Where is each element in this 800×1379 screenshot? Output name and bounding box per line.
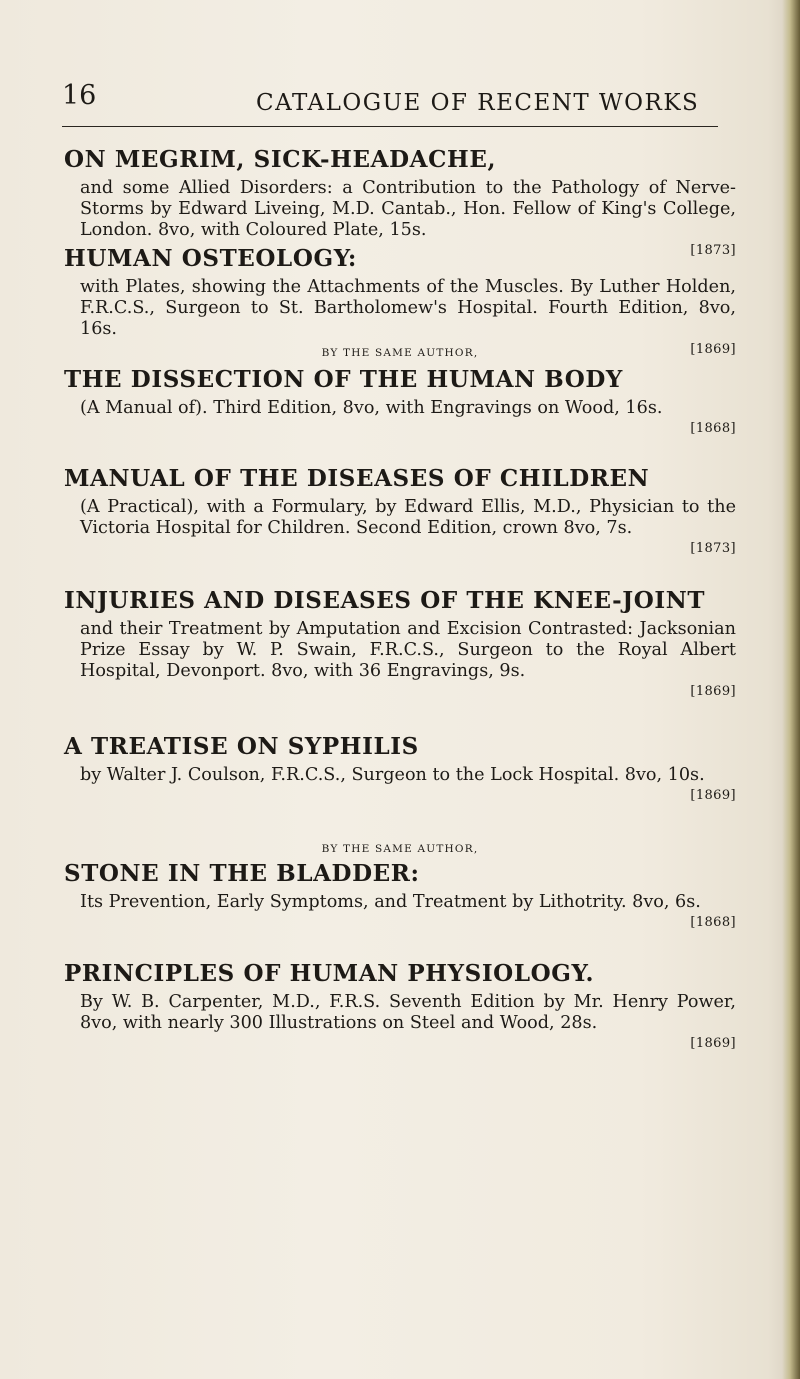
- entry-title: THE DISSECTION OF THE HUMAN BODY: [64, 366, 623, 393]
- catalogue-entry-diseases-of-children: [62, 465, 736, 556]
- entry-description: (A Manual of). Third Edition, 8vo, with Engravings on Wood, 16s.: [80, 398, 663, 418]
- catalogue-entry-knee-joint: [62, 587, 736, 699]
- catalogue-entry-osteology: [62, 245, 736, 357]
- entry-year: [1868]: [690, 915, 736, 930]
- header-rule: [62, 126, 718, 127]
- entry-year: [1869]: [690, 342, 736, 357]
- entry-year: [1873]: [690, 541, 736, 556]
- entry-title: INJURIES AND DISEASES OF THE KNEE-JOINT: [64, 587, 706, 614]
- entry-year: [1869]: [690, 1036, 736, 1051]
- catalogue-entry-stone-in-bladder: [62, 860, 736, 930]
- running-title: CATALOGUE OF RECENT WORKS: [256, 90, 700, 116]
- entry-description: by Walter J. Coulson, F.R.C.S., Surgeon to the Lock Hospital. 8vo, 10s.: [80, 765, 705, 785]
- entry-title: ON MEGRIM, SICK-HEADACHE,: [64, 146, 497, 173]
- entry-title: STONE IN THE BLADDER:: [64, 860, 420, 887]
- entry-year: [1869]: [690, 788, 736, 803]
- entry-description: with Plates, showing the Attachments of the Muscles. By Luther Holden, F.R.C.S., Surgeon to St. Bartholomew's Hospital. Fourth Edition, 8vo, 16s.: [80, 277, 736, 339]
- same-author-byline: BY THE SAME AUTHOR,: [321, 347, 479, 359]
- entry-description: Its Prevention, Early Symptoms, and Treatment by Lithotrity. 8vo, 6s.: [80, 892, 701, 912]
- catalogue-entry-megrim: [62, 146, 736, 258]
- entry-year: [1868]: [690, 421, 736, 436]
- entry-title: PRINCIPLES OF HUMAN PHYSIOLOGY.: [64, 960, 595, 987]
- entry-year: [1873]: [690, 243, 736, 258]
- entry-title: HUMAN OSTEOLOGY:: [64, 245, 357, 272]
- entry-title: A TREATISE ON SYPHILIS: [64, 733, 419, 760]
- page-edge-shadow: [782, 0, 800, 1379]
- entry-description: and their Treatment by Amputation and Excision Contrasted: Jacksonian Prize Essay by W. P. Swain, F.R.C.S., Surgeon to the Royal Albert Hospital, Devonport. 8vo, with 36 Engravings, 9s.: [80, 619, 736, 681]
- catalogue-entry-syphilis: [62, 733, 736, 803]
- entry-title: MANUAL OF THE DISEASES OF CHILDREN: [64, 465, 650, 492]
- catalogue-entry-human-physiology: [62, 960, 736, 1051]
- page-number: 16: [62, 80, 97, 111]
- entry-description: By W. B. Carpenter, M.D., F.R.S. Seventh Edition by Mr. Henry Power, 8vo, with nearly 300 Illustrations on Steel and Wood, 28s.: [80, 992, 736, 1033]
- entry-year: [1869]: [690, 684, 736, 699]
- entry-description: and some Allied Disorders: a Contribution to the Pathology of Nerve-Storms by Edward Liveing, M.D. Cantab., Hon. Fellow of King's College, London. 8vo, with Coloured Plate, 15s.: [80, 178, 736, 240]
- catalogue-entry-dissection: [62, 366, 736, 436]
- entry-description: (A Practical), with a Formulary, by Edward Ellis, M.D., Physician to the Victoria Hospital for Children. Second Edition, crown 8vo, 7s.: [80, 497, 736, 538]
- same-author-byline: BY THE SAME AUTHOR,: [321, 843, 479, 855]
